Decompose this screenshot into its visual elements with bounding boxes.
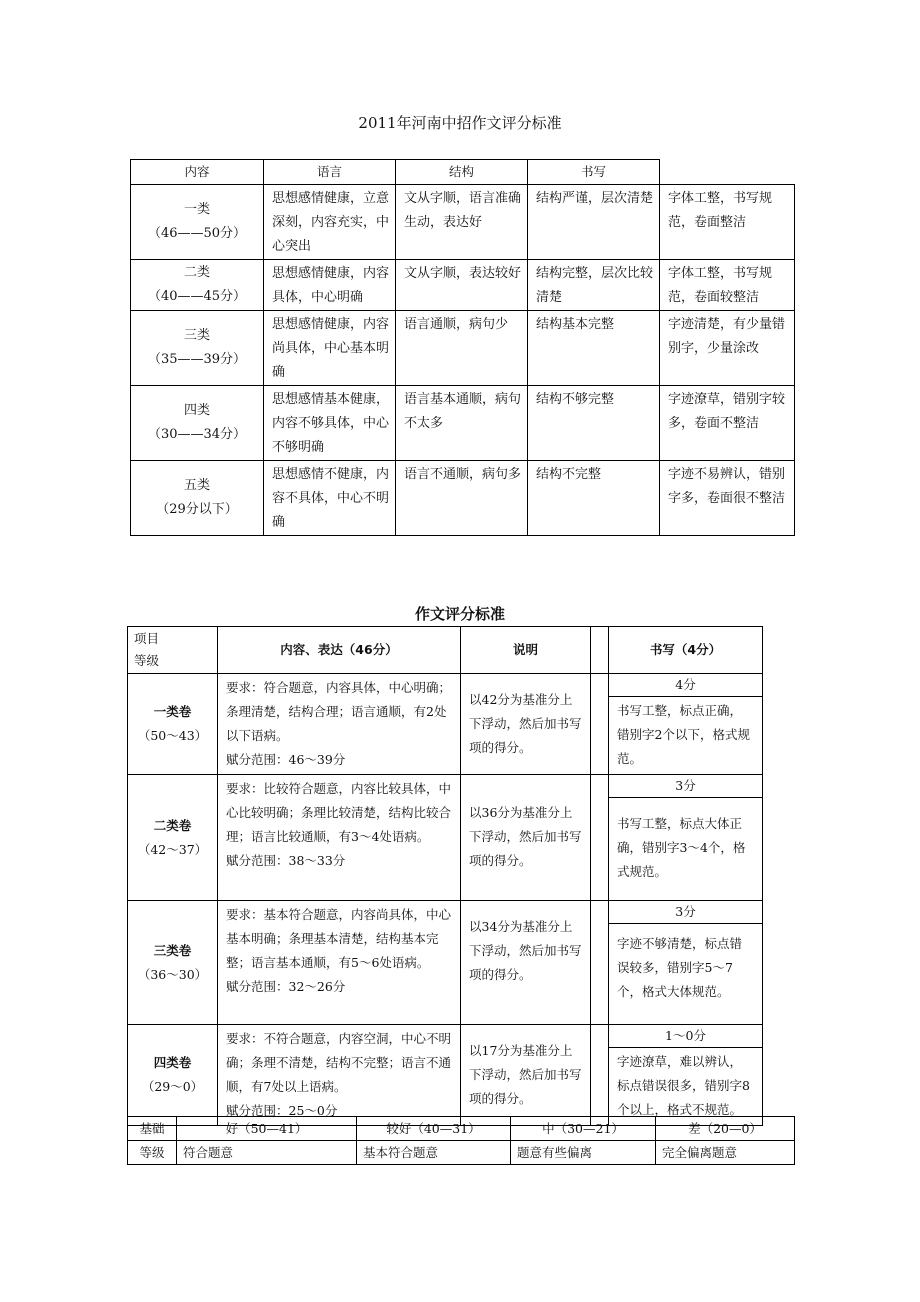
table-row xyxy=(131,386,795,461)
structure-cell: 结构完整，层次比较清楚 xyxy=(528,260,660,311)
header-writing: 书写（4分） xyxy=(609,627,763,674)
language-cell: 语言不通顺，病句多 xyxy=(396,461,528,536)
language-cell: 语言通顺，病句少 xyxy=(396,311,528,386)
header-writing: 书写 xyxy=(528,160,660,185)
basic-level-table xyxy=(127,1116,795,1165)
level-cell xyxy=(128,674,218,775)
note-text: 以36分为基准分上下浮动，然后加书写项的得分。 xyxy=(469,805,582,868)
level-cell xyxy=(128,1025,218,1126)
table-row xyxy=(131,461,795,536)
header-content: 内容 xyxy=(131,160,264,185)
content-cell: 思想感情健康，内容具体，中心明确 xyxy=(264,260,396,311)
grade-desc-cell: 基本符合题意 xyxy=(357,1141,511,1165)
scoring-table-essay xyxy=(127,626,763,1126)
table-row xyxy=(128,1117,795,1141)
level-range: （50～43） xyxy=(137,728,208,743)
category-name: 二类 xyxy=(183,265,210,280)
table-header-row xyxy=(131,160,795,185)
grade-desc-cell: 题意有些偏离 xyxy=(511,1141,656,1165)
header-project: 项目 xyxy=(134,631,160,646)
language-cell: 语言基本通顺，病句不太多 xyxy=(396,386,528,461)
gap-cell xyxy=(591,901,609,1025)
doc1-title: 2011年河南中招作文评分标准 xyxy=(358,114,562,132)
header-empty-cell xyxy=(660,160,795,185)
content-cell: 思想感情健康，内容尚具体，中心基本明确 xyxy=(264,311,396,386)
category-name: 四类 xyxy=(183,403,210,418)
grade-desc-cell: 符合题意 xyxy=(177,1141,357,1165)
category-cell xyxy=(131,461,264,536)
score-range-text: 赋分范围：25～0分 xyxy=(226,1103,338,1118)
header-content: 内容、表达（46分） xyxy=(218,627,461,674)
writing-score: 1～0分 xyxy=(609,1025,762,1048)
note-cell xyxy=(461,1025,591,1126)
level-range: （36～30） xyxy=(137,966,208,982)
writing-cell xyxy=(609,1025,763,1126)
level-name: 一类卷 xyxy=(153,704,192,719)
category-range: （29分以下） xyxy=(156,502,238,517)
category-cell xyxy=(131,311,264,386)
category-range: （40——45分） xyxy=(147,289,247,304)
header-gap xyxy=(591,627,609,674)
writing-cell: 字迹不易辨认，错别字多，卷面很不整洁 xyxy=(660,461,795,536)
content-cell: 思想感情基本健康，内容不够具体，中心不够明确 xyxy=(264,386,396,461)
grade-desc-cell: 完全偏离题意 xyxy=(656,1141,795,1165)
language-cell: 文从字顺，表达较好 xyxy=(396,260,528,311)
table-row xyxy=(131,311,795,386)
header-language: 语言 xyxy=(264,160,396,185)
level-name: 四类卷 xyxy=(153,1055,192,1070)
level-cell xyxy=(128,775,218,901)
language-cell: 文从字顺，语言准确生动，表达好 xyxy=(396,185,528,260)
level-cell xyxy=(128,901,218,1025)
table-row xyxy=(128,674,763,775)
level-range: （29～0） xyxy=(141,1079,204,1094)
table-header-row xyxy=(128,627,763,674)
structure-cell: 结构基本完整 xyxy=(528,311,660,386)
header-note: 说明 xyxy=(461,627,591,674)
structure-cell: 结构严谨，层次清楚 xyxy=(528,185,660,260)
table-row xyxy=(128,1141,795,1165)
category-range: （46——50分） xyxy=(147,226,247,241)
scoring-table-2011 xyxy=(130,159,795,536)
level-range: （42～37） xyxy=(137,841,208,857)
requirement-cell xyxy=(218,775,461,901)
category-cell xyxy=(131,260,264,311)
writing-score: 3分 xyxy=(609,901,762,924)
category-cell xyxy=(131,386,264,461)
requirement-text: 要求：不符合题意，内容空洞，中心不明确；条理不清楚，结构不完整；语言不通顺，有7处以上语病。 xyxy=(226,1031,452,1094)
category-range: （30——34分） xyxy=(147,427,247,442)
note-text: 以42分为基准分上下浮动，然后加书写项的得分。 xyxy=(469,692,582,755)
note-text: 以34分为基准分上下浮动，然后加书写项的得分。 xyxy=(469,919,582,982)
writing-text: 书写工整，标点正确，错别字2个以下，格式规范。 xyxy=(617,703,750,766)
gap-cell xyxy=(591,674,609,775)
basic-label: 基础 xyxy=(128,1117,177,1141)
note-cell xyxy=(461,674,591,775)
category-cell xyxy=(131,185,264,260)
note-text: 以17分为基准分上下浮动，然后加书写项的得分。 xyxy=(469,1043,582,1106)
writing-cell: 字体工整，书写规范，卷面较整洁 xyxy=(660,260,795,311)
header-level: 等级 xyxy=(134,653,160,668)
table-row xyxy=(128,901,763,1025)
grade-cell: 中（30—21） xyxy=(511,1117,656,1141)
requirement-text: 要求：符合题意，内容具体，中心明确；条理清楚，结构合理；语言通顺，有2处以下语病。 xyxy=(226,680,452,743)
gap-cell xyxy=(591,1025,609,1126)
score-range-text: 赋分范围：32～26分 xyxy=(226,979,346,994)
category-range: （35——39分） xyxy=(147,352,247,367)
writing-score: 4分 xyxy=(609,674,762,697)
grade-cell: 较好（40—31） xyxy=(357,1117,511,1141)
level-name: 三类卷 xyxy=(153,942,192,958)
writing-cell: 字迹清楚，有少量错别字，少量涂改 xyxy=(660,311,795,386)
writing-text: 字迹潦草，难以辨认，标点错误很多，错别字8个以上，格式不规范。 xyxy=(617,1054,750,1117)
table-row xyxy=(131,260,795,311)
structure-cell: 结构不完整 xyxy=(528,461,660,536)
category-name: 三类 xyxy=(183,328,210,343)
structure-cell: 结构不够完整 xyxy=(528,386,660,461)
score-range-text: 赋分范围：46～39分 xyxy=(226,752,346,767)
writing-score: 3分 xyxy=(609,775,762,798)
requirement-cell xyxy=(218,674,461,775)
requirement-cell xyxy=(218,1025,461,1126)
content-cell: 思想感情不健康，内容不具体，中心不明确 xyxy=(264,461,396,536)
level-name: 二类卷 xyxy=(153,817,192,833)
requirement-cell xyxy=(218,901,461,1025)
writing-cell xyxy=(609,775,763,901)
table-row xyxy=(128,775,763,901)
writing-text: 书写工整，标点大体正确，错别字3～4个，格式规范。 xyxy=(617,816,746,879)
table-row xyxy=(131,185,795,260)
requirement-text: 要求：基本符合题意，内容尚具体，中心基本明确；条理基本清楚，结构基本完整；语言基本通顺，有5～6处语病。 xyxy=(226,907,452,970)
note-cell xyxy=(461,901,591,1025)
category-name: 一类 xyxy=(183,202,210,217)
writing-cell: 字体工整，书写规范，卷面整洁 xyxy=(660,185,795,260)
writing-text: 字迹不够清楚，标点错误较多，错别字5～7个，格式大体规范。 xyxy=(617,936,743,999)
gap-cell xyxy=(591,775,609,901)
content-cell: 思想感情健康，立意深刻，内容充实，中心突出 xyxy=(264,185,396,260)
note-cell xyxy=(461,775,591,901)
writing-cell: 字迹潦草，错别字较多，卷面不整洁 xyxy=(660,386,795,461)
doc2-title: 作文评分标准 xyxy=(414,605,505,623)
category-name: 五类 xyxy=(183,478,210,493)
writing-cell xyxy=(609,901,763,1025)
requirement-text: 要求：比较符合题意，内容比较具体，中心比较明确；条理比较清楚，结构比较合理；语言比较通顺，有3～4处语病。 xyxy=(226,781,452,844)
grade-cell: 差（20—0） xyxy=(656,1117,795,1141)
level-label: 等级 xyxy=(128,1141,177,1165)
score-range-text: 赋分范围：38～33分 xyxy=(226,853,346,868)
writing-cell xyxy=(609,674,763,775)
grade-cell: 好（50—41） xyxy=(177,1117,357,1141)
table-row xyxy=(128,1025,763,1126)
header-project-level xyxy=(128,627,218,674)
header-structure: 结构 xyxy=(396,160,528,185)
